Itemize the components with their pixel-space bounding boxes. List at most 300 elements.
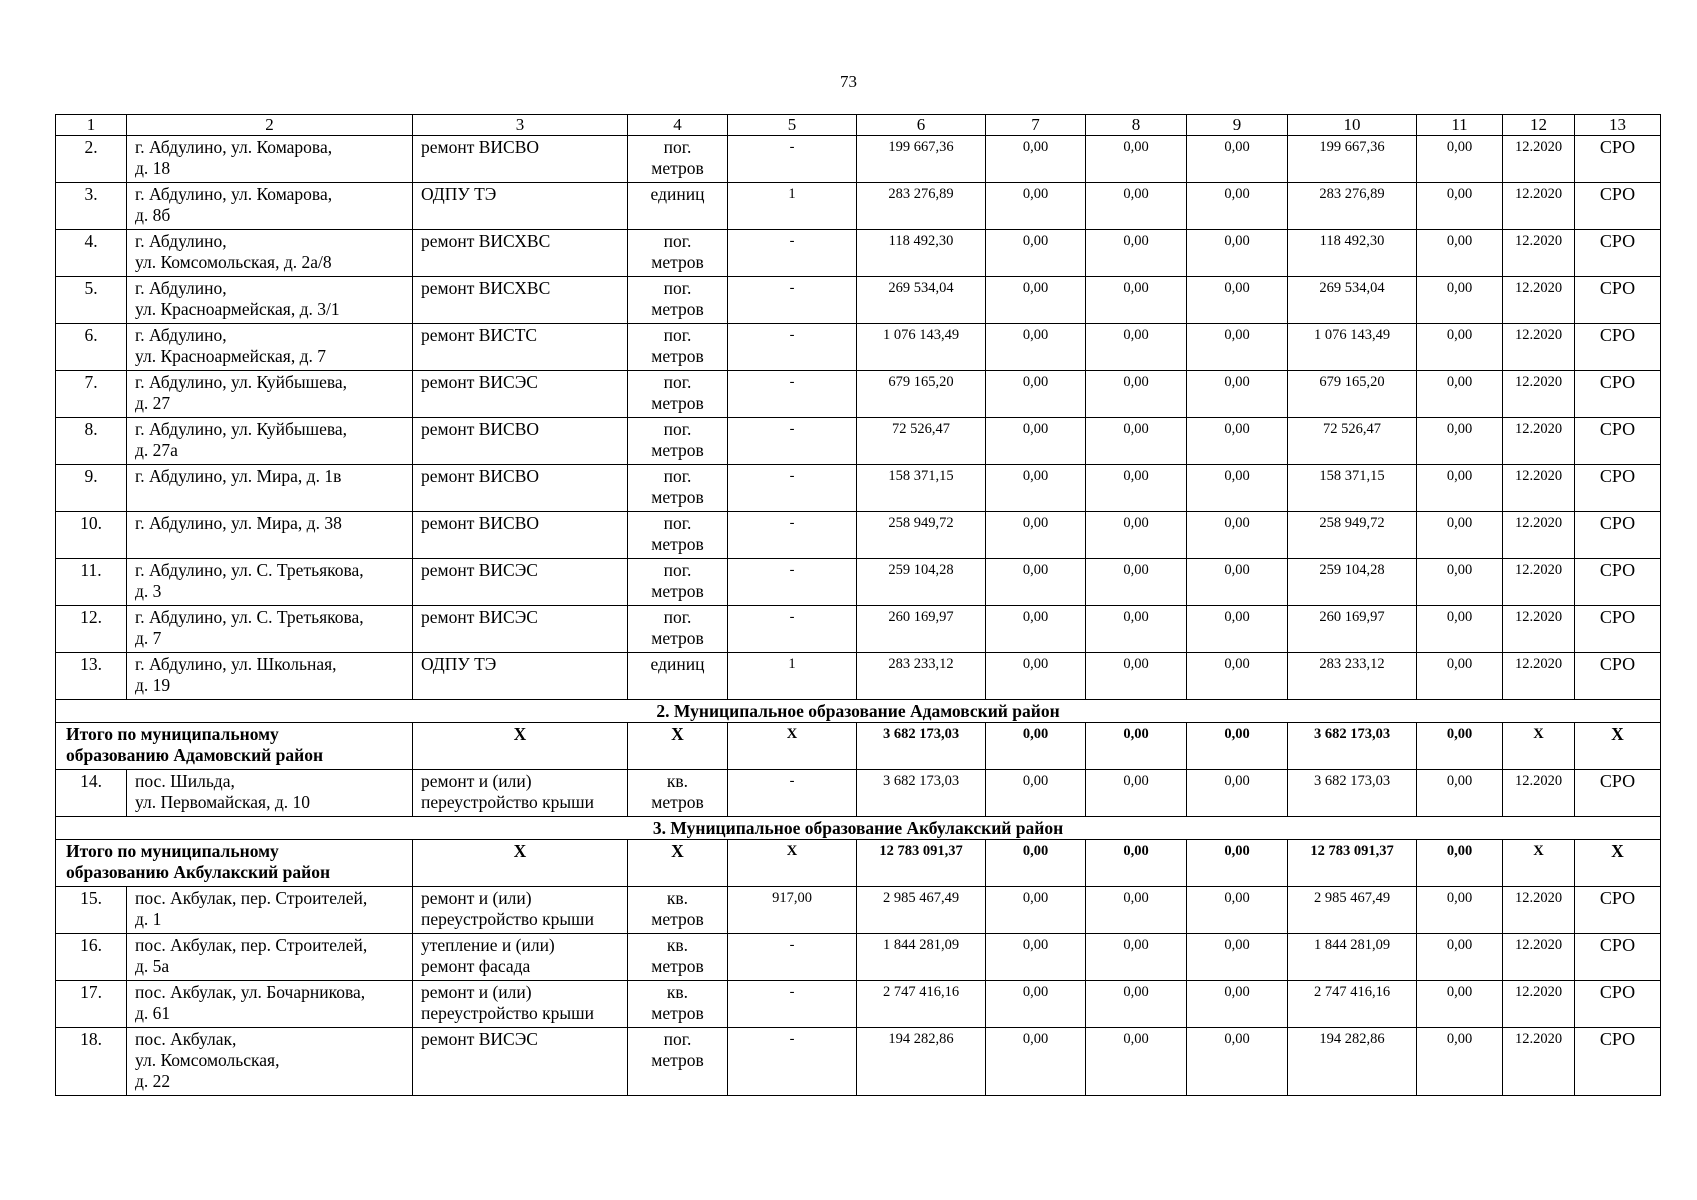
address-cell	[127, 770, 413, 817]
address-cell-line: пос. Акбулак,	[135, 1029, 237, 1049]
value-cell-c8: 0,00	[1086, 1028, 1187, 1096]
value-cell-c9: 0,00	[1187, 136, 1288, 183]
work-type-cell	[413, 183, 628, 230]
work-type-cell-line: ремонт ВИСХВС	[421, 278, 551, 298]
work-type-cell	[413, 887, 628, 934]
value-cell-c8: 0,00	[1086, 770, 1187, 817]
unit-cell-line: пог.	[663, 1029, 692, 1049]
quantity-cell: -	[728, 770, 857, 817]
unit-cell-line: кв.	[666, 935, 689, 955]
unit-cell	[628, 653, 728, 700]
total-row	[56, 840, 1661, 887]
total-label	[56, 723, 413, 770]
executor-cell: СРО	[1575, 606, 1661, 653]
work-type-cell-line: ремонт ВИСТС	[421, 325, 538, 345]
address-cell-line: г. Абдулино,	[135, 231, 227, 251]
table-row	[56, 770, 1661, 817]
value-cell-c11: 0,00	[1417, 1028, 1503, 1096]
value-cell-c11: 0,00	[1417, 324, 1503, 371]
value-cell-c6: 269 534,04	[857, 277, 986, 324]
value-cell-c12: 12.2020	[1503, 934, 1575, 981]
value-cell-c12: 12.2020	[1503, 1028, 1575, 1096]
total-x-cell: X	[413, 723, 628, 770]
address-cell-line: г. Абдулино, ул. Комарова,	[135, 137, 333, 157]
address-cell-line: г. Абдулино,	[135, 278, 227, 298]
value-cell-c10: 1 844 281,09	[1288, 934, 1417, 981]
value-cell-c9: 0,00	[1187, 324, 1288, 371]
executor-cell: СРО	[1575, 981, 1661, 1028]
total-label	[56, 840, 413, 887]
unit-cell-line: кв.	[666, 771, 689, 791]
value-cell-c8: 0,00	[1086, 512, 1187, 559]
section-title: 2. Муниципальное образование Адамовский район	[56, 700, 1661, 723]
value-cell-c9: 0,00	[1187, 418, 1288, 465]
unit-cell-line: пог.	[663, 137, 692, 157]
value-cell-c7: 0,00	[986, 606, 1086, 653]
value-cell-c6: 1 844 281,09	[857, 934, 986, 981]
value-cell-c12: 12.2020	[1503, 465, 1575, 512]
row-number: 14.	[56, 770, 127, 817]
value-cell-c8: 0,00	[1086, 934, 1187, 981]
value-cell-c11: 0,00	[1417, 934, 1503, 981]
unit-cell-line: метров	[651, 299, 704, 319]
value-cell-c9: 0,00	[1187, 465, 1288, 512]
executor-cell: СРО	[1575, 512, 1661, 559]
unit-cell-line: метров	[651, 393, 704, 413]
quantity-cell: -	[728, 465, 857, 512]
table-row	[56, 277, 1661, 324]
unit-cell-line: пог.	[663, 419, 692, 439]
value-cell-c9: 0,00	[1187, 277, 1288, 324]
address-cell-line: ул. Комсомольская,	[135, 1050, 280, 1070]
value-cell-c7: 0,00	[986, 770, 1086, 817]
unit-cell	[628, 324, 728, 371]
address-cell-line: г. Абдулино,	[135, 325, 227, 345]
unit-cell-line: метров	[651, 581, 704, 601]
unit-cell	[628, 136, 728, 183]
value-cell-c10: 258 949,72	[1288, 512, 1417, 559]
value-cell-c6: 72 526,47	[857, 418, 986, 465]
unit-cell-line: метров	[651, 158, 704, 178]
value-cell-c6: 283 233,12	[857, 653, 986, 700]
address-cell	[127, 887, 413, 934]
value-cell-c10: 3 682 173,03	[1288, 770, 1417, 817]
value-cell-c9: 0,00	[1187, 371, 1288, 418]
unit-cell	[628, 418, 728, 465]
column-number: 7	[986, 115, 1086, 136]
unit-cell	[628, 934, 728, 981]
value-cell-c10: 283 233,12	[1288, 653, 1417, 700]
address-cell-line: ул. Комсомольская, д. 2а/8	[135, 252, 332, 272]
quantity-cell: -	[728, 559, 857, 606]
row-number: 13.	[56, 653, 127, 700]
quantity-cell: -	[728, 230, 857, 277]
unit-cell-line: метров	[651, 440, 704, 460]
executor-cell: СРО	[1575, 1028, 1661, 1096]
address-cell-line: ул. Красноармейская, д. 7	[135, 346, 326, 366]
value-cell-c11: 0,00	[1417, 136, 1503, 183]
value-cell-c9: 0,00	[1187, 512, 1288, 559]
total-value-c9: 0,00	[1187, 723, 1288, 770]
row-number: 4.	[56, 230, 127, 277]
work-type-cell-line: ОДПУ ТЭ	[421, 654, 497, 674]
section-header-row	[56, 700, 1661, 723]
unit-cell	[628, 1028, 728, 1096]
value-cell-c8: 0,00	[1086, 371, 1187, 418]
total-value-c10: 12 783 091,37	[1288, 840, 1417, 887]
work-type-cell-line: ремонт ВИСЭС	[421, 1029, 538, 1049]
work-type-cell	[413, 606, 628, 653]
value-cell-c12: 12.2020	[1503, 418, 1575, 465]
row-number: 10.	[56, 512, 127, 559]
unit-cell	[628, 183, 728, 230]
column-number: 3	[413, 115, 628, 136]
work-type-cell	[413, 981, 628, 1028]
total-value-c12: X	[1503, 723, 1575, 770]
executor-cell: СРО	[1575, 277, 1661, 324]
value-cell-c7: 0,00	[986, 653, 1086, 700]
unit-cell-line: единиц	[650, 184, 705, 204]
value-cell-c9: 0,00	[1187, 981, 1288, 1028]
total-value-c8: 0,00	[1086, 723, 1187, 770]
value-cell-c11: 0,00	[1417, 418, 1503, 465]
table-row	[56, 1028, 1661, 1096]
unit-cell-line: метров	[651, 487, 704, 507]
executor-cell: СРО	[1575, 653, 1661, 700]
executor-cell: СРО	[1575, 465, 1661, 512]
address-cell-line: д. 8б	[135, 205, 171, 225]
value-cell-c11: 0,00	[1417, 887, 1503, 934]
value-cell-c10: 1 076 143,49	[1288, 324, 1417, 371]
page-number: 73	[840, 72, 857, 91]
total-label-line: образованию Акбулакский район	[66, 862, 331, 882]
value-cell-c11: 0,00	[1417, 559, 1503, 606]
address-cell-line: г. Абдулино, ул. Школьная,	[135, 654, 337, 674]
total-value-c7: 0,00	[986, 840, 1086, 887]
column-number: 2	[127, 115, 413, 136]
address-cell-line: г. Абдулино, ул. С. Третьякова,	[135, 560, 364, 580]
address-cell-line: пос. Акбулак, пер. Строителей,	[135, 888, 368, 908]
total-x-cell: X	[413, 840, 628, 887]
value-cell-c10: 259 104,28	[1288, 559, 1417, 606]
work-type-cell-line: ремонт ВИСХВС	[421, 231, 551, 251]
address-cell	[127, 324, 413, 371]
quantity-cell: -	[728, 512, 857, 559]
value-cell-c10: 2 985 467,49	[1288, 887, 1417, 934]
address-cell-line: г. Абдулино, ул. Куйбышева,	[135, 419, 348, 439]
address-cell	[127, 465, 413, 512]
address-cell	[127, 418, 413, 465]
value-cell-c7: 0,00	[986, 371, 1086, 418]
value-cell-c8: 0,00	[1086, 981, 1187, 1028]
value-cell-c8: 0,00	[1086, 887, 1187, 934]
row-number: 7.	[56, 371, 127, 418]
value-cell-c10: 118 492,30	[1288, 230, 1417, 277]
quantity-cell: 917,00	[728, 887, 857, 934]
value-cell-c9: 0,00	[1187, 770, 1288, 817]
address-cell-line: пос. Акбулак, пер. Строителей,	[135, 935, 368, 955]
value-cell-c12: 12.2020	[1503, 230, 1575, 277]
value-cell-c12: 12.2020	[1503, 136, 1575, 183]
quantity-cell: -	[728, 934, 857, 981]
work-type-cell-line: переустройство крыши	[421, 1003, 594, 1023]
value-cell-c7: 0,00	[986, 1028, 1086, 1096]
quantity-cell: 1	[728, 653, 857, 700]
address-cell	[127, 277, 413, 324]
quantity-cell: -	[728, 324, 857, 371]
value-cell-c10: 269 534,04	[1288, 277, 1417, 324]
total-x-cell: X	[1575, 840, 1661, 887]
table-row	[56, 981, 1661, 1028]
total-value-c7: 0,00	[986, 723, 1086, 770]
value-cell-c8: 0,00	[1086, 559, 1187, 606]
row-number: 8.	[56, 418, 127, 465]
value-cell-c8: 0,00	[1086, 230, 1187, 277]
value-cell-c10: 72 526,47	[1288, 418, 1417, 465]
executor-cell: СРО	[1575, 418, 1661, 465]
value-cell-c7: 0,00	[986, 465, 1086, 512]
quantity-cell: -	[728, 136, 857, 183]
work-type-cell	[413, 1028, 628, 1096]
unit-cell	[628, 465, 728, 512]
value-cell-c12: 12.2020	[1503, 770, 1575, 817]
value-cell-c11: 0,00	[1417, 230, 1503, 277]
address-cell-line: д. 19	[135, 675, 171, 695]
column-number: 11	[1417, 115, 1503, 136]
column-number: 12	[1503, 115, 1575, 136]
value-cell-c6: 2 747 416,16	[857, 981, 986, 1028]
address-cell-line: ул. Красноармейская, д. 3/1	[135, 299, 340, 319]
total-value-c11: 0,00	[1417, 840, 1503, 887]
column-number: 1	[56, 115, 127, 136]
unit-cell-line: пог.	[663, 231, 692, 251]
unit-cell-line: пог.	[663, 466, 692, 486]
work-type-cell	[413, 465, 628, 512]
value-cell-c6: 3 682 173,03	[857, 770, 986, 817]
address-cell	[127, 1028, 413, 1096]
address-cell-line: д. 7	[135, 628, 162, 648]
address-cell	[127, 512, 413, 559]
value-cell-c10: 199 667,36	[1288, 136, 1417, 183]
value-cell-c6: 1 076 143,49	[857, 324, 986, 371]
address-cell-line: д. 1	[135, 909, 162, 929]
address-cell	[127, 606, 413, 653]
value-cell-c9: 0,00	[1187, 887, 1288, 934]
value-cell-c9: 0,00	[1187, 653, 1288, 700]
value-cell-c10: 283 276,89	[1288, 183, 1417, 230]
unit-cell-line: метров	[651, 534, 704, 554]
executor-cell: СРО	[1575, 230, 1661, 277]
unit-cell-line: метров	[651, 1003, 704, 1023]
value-cell-c10: 679 165,20	[1288, 371, 1417, 418]
value-cell-c12: 12.2020	[1503, 183, 1575, 230]
unit-cell	[628, 770, 728, 817]
value-cell-c7: 0,00	[986, 887, 1086, 934]
total-row	[56, 723, 1661, 770]
value-cell-c6: 679 165,20	[857, 371, 986, 418]
executor-cell: СРО	[1575, 183, 1661, 230]
table-row	[56, 606, 1661, 653]
table-row	[56, 653, 1661, 700]
value-cell-c11: 0,00	[1417, 653, 1503, 700]
address-cell-line: д. 27	[135, 393, 171, 413]
value-cell-c6: 2 985 467,49	[857, 887, 986, 934]
address-cell-line: д. 61	[135, 1003, 171, 1023]
value-cell-c12: 12.2020	[1503, 559, 1575, 606]
value-cell-c10: 194 282,86	[1288, 1028, 1417, 1096]
address-cell-line: г. Абдулино, ул. Мира, д. 38	[135, 513, 342, 533]
total-value-c10: 3 682 173,03	[1288, 723, 1417, 770]
address-cell	[127, 981, 413, 1028]
executor-cell: СРО	[1575, 371, 1661, 418]
total-x-cell: X	[628, 840, 728, 887]
address-cell	[127, 183, 413, 230]
address-cell	[127, 934, 413, 981]
table-row	[56, 324, 1661, 371]
quantity-cell: -	[728, 371, 857, 418]
address-cell-line: г. Абдулино, ул. С. Третьякова,	[135, 607, 364, 627]
table-row	[56, 418, 1661, 465]
total-label-line: образованию Адамовский район	[66, 745, 324, 765]
work-type-cell-line: ремонт и (или)	[421, 982, 532, 1002]
work-type-cell-line: ремонт и (или)	[421, 888, 532, 908]
value-cell-c11: 0,00	[1417, 770, 1503, 817]
quantity-cell: 1	[728, 183, 857, 230]
quantity-cell: -	[728, 418, 857, 465]
address-cell-line: ул. Первомайская, д. 10	[135, 792, 310, 812]
total-x-cell: X	[628, 723, 728, 770]
row-number: 11.	[56, 559, 127, 606]
column-number: 13	[1575, 115, 1661, 136]
value-cell-c12: 12.2020	[1503, 887, 1575, 934]
value-cell-c7: 0,00	[986, 324, 1086, 371]
address-cell-line: г. Абдулино, ул. Куйбышева,	[135, 372, 348, 392]
value-cell-c11: 0,00	[1417, 512, 1503, 559]
unit-cell-line: пог.	[663, 325, 692, 345]
work-type-cell	[413, 230, 628, 277]
value-cell-c6: 194 282,86	[857, 1028, 986, 1096]
address-cell-line: г. Абдулино, ул. Мира, д. 1в	[135, 466, 342, 486]
unit-cell	[628, 371, 728, 418]
value-cell-c6: 158 371,15	[857, 465, 986, 512]
column-number: 5	[728, 115, 857, 136]
value-cell-c9: 0,00	[1187, 934, 1288, 981]
work-type-cell	[413, 418, 628, 465]
row-number: 2.	[56, 136, 127, 183]
work-type-cell	[413, 559, 628, 606]
address-cell-line: пос. Шильда,	[135, 771, 235, 791]
column-number-row	[56, 115, 1661, 136]
value-cell-c12: 12.2020	[1503, 981, 1575, 1028]
value-cell-c8: 0,00	[1086, 606, 1187, 653]
row-number: 17.	[56, 981, 127, 1028]
total-x-cell: X	[728, 723, 857, 770]
table-body	[56, 115, 1661, 1096]
address-cell	[127, 136, 413, 183]
work-type-cell	[413, 324, 628, 371]
value-cell-c7: 0,00	[986, 418, 1086, 465]
row-number: 12.	[56, 606, 127, 653]
total-x-cell: X	[728, 840, 857, 887]
total-value-c8: 0,00	[1086, 840, 1187, 887]
table-row	[56, 136, 1661, 183]
executor-cell: СРО	[1575, 324, 1661, 371]
unit-cell	[628, 277, 728, 324]
value-cell-c7: 0,00	[986, 183, 1086, 230]
executor-cell: СРО	[1575, 770, 1661, 817]
total-value-c6: 3 682 173,03	[857, 723, 986, 770]
value-cell-c6: 259 104,28	[857, 559, 986, 606]
total-x-cell: X	[1575, 723, 1661, 770]
work-type-cell-line: ремонт ВИСЭС	[421, 372, 538, 392]
column-number: 6	[857, 115, 986, 136]
work-type-cell-line: переустройство крыши	[421, 909, 594, 929]
value-cell-c6: 283 276,89	[857, 183, 986, 230]
total-value-c12: X	[1503, 840, 1575, 887]
quantity-cell: -	[728, 981, 857, 1028]
unit-cell-line: пог.	[663, 513, 692, 533]
unit-cell-line: метров	[651, 628, 704, 648]
value-cell-c8: 0,00	[1086, 465, 1187, 512]
unit-cell	[628, 981, 728, 1028]
table-row	[56, 887, 1661, 934]
value-cell-c9: 0,00	[1187, 606, 1288, 653]
work-type-cell-line: ремонт ВИСВО	[421, 137, 540, 157]
value-cell-c7: 0,00	[986, 230, 1086, 277]
work-type-cell-line: ремонт ВИСВО	[421, 466, 540, 486]
section-header-row	[56, 817, 1661, 840]
value-cell-c12: 12.2020	[1503, 324, 1575, 371]
address-cell-line: г. Абдулино, ул. Комарова,	[135, 184, 333, 204]
value-cell-c11: 0,00	[1417, 277, 1503, 324]
value-cell-c9: 0,00	[1187, 230, 1288, 277]
address-cell	[127, 371, 413, 418]
address-cell-line: д. 3	[135, 581, 162, 601]
table-row	[56, 465, 1661, 512]
unit-cell-line: кв.	[666, 982, 689, 1002]
value-cell-c11: 0,00	[1417, 465, 1503, 512]
unit-cell-line: метров	[651, 1050, 704, 1070]
work-type-cell	[413, 934, 628, 981]
value-cell-c12: 12.2020	[1503, 653, 1575, 700]
address-cell	[127, 653, 413, 700]
unit-cell	[628, 559, 728, 606]
value-cell-c11: 0,00	[1417, 606, 1503, 653]
row-number: 5.	[56, 277, 127, 324]
work-type-cell-line: ОДПУ ТЭ	[421, 184, 497, 204]
value-cell-c11: 0,00	[1417, 371, 1503, 418]
section-title: 3. Муниципальное образование Акбулакский район	[56, 817, 1661, 840]
value-cell-c7: 0,00	[986, 277, 1086, 324]
row-number: 15.	[56, 887, 127, 934]
address-cell-line: д. 5а	[135, 956, 170, 976]
work-type-cell-line: ремонт ВИСЭС	[421, 607, 538, 627]
executor-cell: СРО	[1575, 559, 1661, 606]
value-cell-c9: 0,00	[1187, 183, 1288, 230]
address-cell-line: д. 22	[135, 1071, 171, 1091]
value-cell-c7: 0,00	[986, 559, 1086, 606]
quantity-cell: -	[728, 1028, 857, 1096]
value-cell-c7: 0,00	[986, 512, 1086, 559]
value-cell-c10: 260 169,97	[1288, 606, 1417, 653]
unit-cell-line: пог.	[663, 560, 692, 580]
value-cell-c12: 12.2020	[1503, 277, 1575, 324]
total-label-line: Итого по муниципальному	[66, 841, 279, 861]
unit-cell-line: метров	[651, 909, 704, 929]
unit-cell-line: пог.	[663, 607, 692, 627]
value-cell-c11: 0,00	[1417, 183, 1503, 230]
value-cell-c10: 158 371,15	[1288, 465, 1417, 512]
